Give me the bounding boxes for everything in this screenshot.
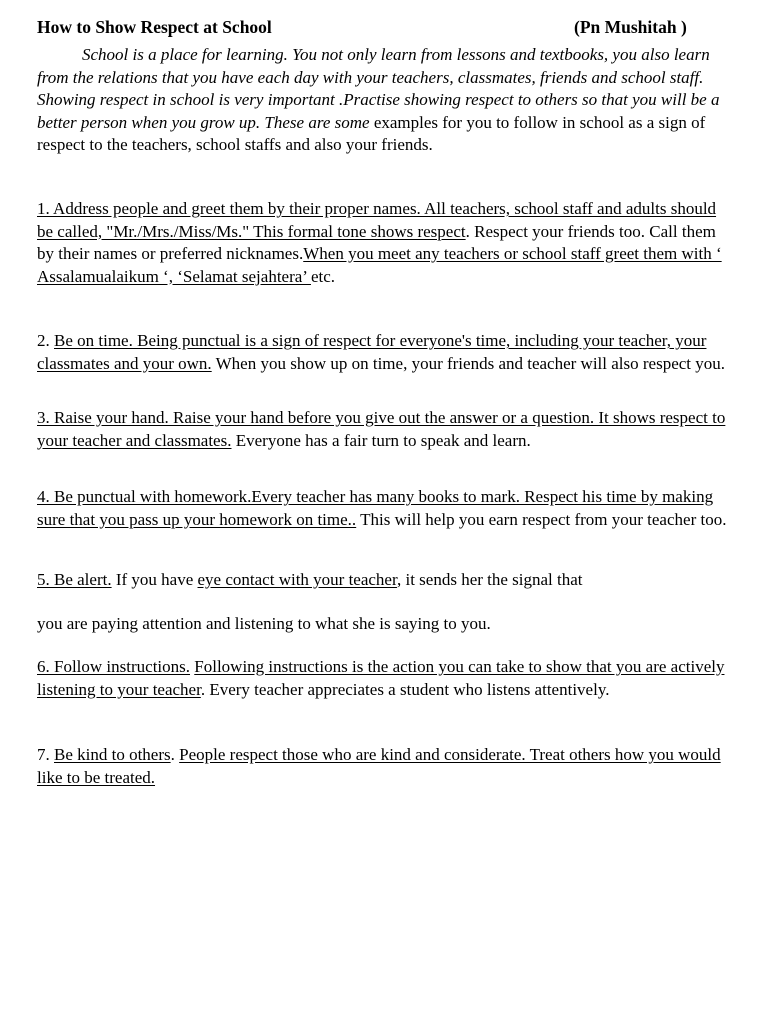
underlined-text: 4. Be punctual with homework.Every teacher has many books to mark. Respect his time by making sure that you pass up your homework on time.. (37, 487, 714, 529)
document-header (37, 17, 727, 43)
underlined-text: People respect those who are kind and considerate. Treat others how you would like to be treated. (37, 745, 721, 787)
body-text: you are paying attention and listening to what she is saying to you. (37, 614, 491, 633)
tip-5-continuation (37, 613, 731, 636)
tip-4-paragraph (37, 486, 731, 531)
tip-5-paragraph (37, 569, 731, 592)
tip-2-paragraph (37, 330, 731, 375)
italic-text: School is a place for learning. You not only learn from lessons and textbooks, you also learn from the relations that you have each day with your teachers, classmates, friends and school staff. Showing respect in school is very important .Practise showing respect to others so that you will be a better person when you grow up. These are some (37, 45, 720, 132)
tip-6-paragraph (37, 656, 731, 701)
body-text: 7. (37, 745, 54, 764)
body-text: , it sends her the signal that (396, 570, 583, 589)
tip-3-paragraph (37, 407, 731, 452)
underlined-text: Be on time. Being punctual is a sign of respect for everyone's time, including your teacher, your classmates and your own. (37, 331, 707, 373)
underlined-text: 5. Be alert. (37, 570, 112, 589)
body-text: . Respect your friends too. Call them by their names or preferred nicknames. (37, 221, 716, 263)
body-text: examples for you to follow in school as a sign of respect to the teachers, school staffs and also your friends. (37, 112, 706, 154)
document-title: How to Show Respect at School (37, 17, 272, 37)
underlined-text: Be kind to others (54, 745, 171, 764)
body-text: This will help you earn respect from your teacher too. (356, 509, 727, 529)
underlined-text: When you meet any teachers or school staff greet them with ‘ Assalamualaikum ‘, ‘Selamat sejahtera’ (37, 244, 722, 286)
body-text: If you have (111, 570, 198, 589)
underlined-text: 3. Raise your hand. Raise your hand before you give out the answer or a question. It shows respect to your teacher and classmates. (37, 408, 726, 450)
body-text: When you show up on time, your friends and teacher will also respect you. (211, 353, 726, 373)
body-text: etc. (310, 266, 336, 286)
tip-1-paragraph (37, 198, 731, 288)
body-text: Everyone has a fair turn to speak and learn. (231, 430, 531, 450)
tip-7-paragraph (37, 744, 731, 789)
body-text: . Every teacher appreciates a student who listens attentively. (200, 679, 610, 699)
document-author: (Pn Mushitah ) (574, 17, 687, 37)
body-text: 2. (37, 331, 54, 350)
underlined-text: 6. Follow instructions. (37, 657, 191, 676)
intro-paragraph (37, 44, 731, 157)
underlined-text: 1. Address people and greet them by their proper names. All teachers, school staff and adults should be called, "Mr./Mrs./Miss/Ms." This formal tone shows respect (37, 199, 717, 241)
underlined-text: Following instructions is the action you can take to show that you are actively listening to your teacher (37, 657, 725, 699)
body-text: . (170, 745, 180, 764)
underlined-text: eye contact with your teacher (197, 570, 397, 589)
